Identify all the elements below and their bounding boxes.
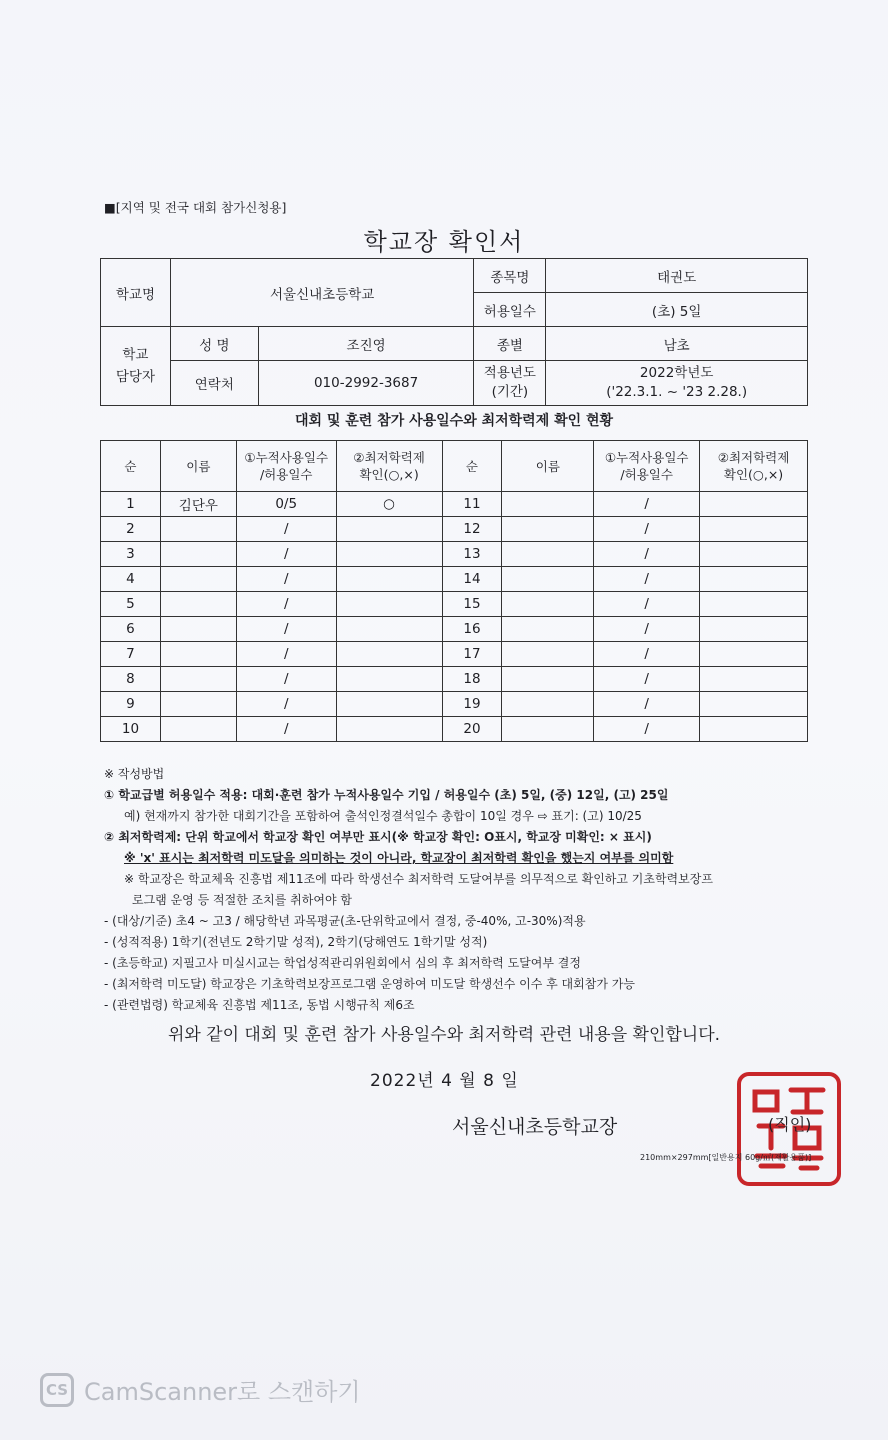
note-2: ② 최저학력제: 단위 학교에서 학교장 확인 여부만 표시(※ 학교장 확인: O표시, 학교장 미확인: × 표시) [104, 830, 652, 844]
year-value: 2022학년도 ('22.3.1. ~ '23 2.28.) [546, 361, 808, 406]
seal-label: (직인) [768, 1115, 812, 1134]
table-cell [160, 617, 236, 642]
table-cell: / [594, 492, 700, 517]
table-cell [502, 692, 594, 717]
table-cell: / [236, 592, 336, 617]
note-2-a: ※ 'x' 표시는 최저학력 미도달을 의미하는 것이 아니라, 학교장이 최저학력 확인을 했는지 여부를 의미함 [124, 851, 674, 865]
table-cell [502, 642, 594, 667]
table-cell: 2 [101, 517, 161, 542]
table-cell [336, 517, 442, 542]
note-1-example: 예) 현재까지 참가한 대회기간을 포함하여 출석인정결석일수 총합이 10일 경우 ⇨ 표기: (고) 10/25 [124, 809, 642, 823]
detail-5: - (관련법령) 학교체육 진흥법 제11조, 동법 시행규칙 제6조 [104, 998, 415, 1012]
table-cell: 8 [101, 667, 161, 692]
table-row [101, 542, 808, 567]
table-cell [336, 692, 442, 717]
table-cell [700, 492, 808, 517]
table-cell: 7 [101, 642, 161, 667]
table-cell [160, 692, 236, 717]
table-cell: 14 [442, 567, 502, 592]
table-cell: 6 [101, 617, 161, 642]
status-header-row [101, 441, 808, 492]
table-cell: / [594, 567, 700, 592]
table-cell [502, 492, 594, 517]
table-cell: 11 [442, 492, 502, 517]
camscanner-logo-icon: CS [40, 1373, 74, 1407]
writing-instructions [104, 764, 804, 1016]
table-cell [160, 517, 236, 542]
table-cell [700, 642, 808, 667]
table-cell: / [236, 567, 336, 592]
detail-1: - (대상/기준) 초4 ~ 고3 / 해당학년 과목평균(초-단위학교에서 결정, 중-40%, 고-30%)적용 [104, 914, 586, 928]
phone-value: 010-2992-3687 [258, 361, 474, 406]
table-row [101, 592, 808, 617]
table-cell: / [236, 542, 336, 567]
table-cell [336, 567, 442, 592]
table-cell: / [594, 542, 700, 567]
table-cell: 0/5 [236, 492, 336, 517]
form-usage-tag: ■[지역 및 전국 대회 참가신청용] [104, 200, 287, 215]
table-row [101, 617, 808, 642]
table-row [101, 717, 808, 742]
column-header: ①누적사용일수 /허용일수 [236, 441, 336, 492]
table-cell: 16 [442, 617, 502, 642]
table-cell: / [236, 617, 336, 642]
name-label: 성 명 [170, 327, 258, 361]
table-cell [336, 717, 442, 742]
school-label: 학교명 [101, 259, 171, 327]
table-cell: ○ [336, 492, 442, 517]
table-cell [160, 667, 236, 692]
table-cell: 1 [101, 492, 161, 517]
column-header: 순 [101, 441, 161, 492]
event-label: 종목명 [474, 259, 546, 293]
table-cell [336, 617, 442, 642]
school-value: 서울신내초등학교 [170, 259, 474, 327]
table-cell: 5 [101, 592, 161, 617]
table-cell: 19 [442, 692, 502, 717]
table-cell: / [236, 692, 336, 717]
table-cell: / [594, 617, 700, 642]
table-cell [160, 567, 236, 592]
category-value: 남초 [546, 327, 808, 361]
table-cell: / [236, 642, 336, 667]
table-cell: / [236, 667, 336, 692]
column-header: 이름 [160, 441, 236, 492]
paper-spec: 210mm×297mm[일반용지 60g/㎡(재활용품)] [640, 1153, 812, 1162]
table-cell [502, 667, 594, 692]
document-title: 학교장 확인서 [363, 228, 525, 256]
column-header: ②최저학력제 확인(○,×) [700, 441, 808, 492]
phone-label: 연락처 [170, 361, 258, 406]
table-cell [336, 542, 442, 567]
table-cell: 3 [101, 542, 161, 567]
table-cell: / [236, 517, 336, 542]
watermark-text: CamScanner로 스캔하기 [84, 1378, 361, 1406]
table-cell: 18 [442, 667, 502, 692]
table-row [101, 667, 808, 692]
camscanner-watermark [40, 1372, 361, 1407]
table-cell [160, 592, 236, 617]
table-cell: 20 [442, 717, 502, 742]
table-cell: / [236, 717, 336, 742]
detail-3: - (초등학교) 지필고사 미실시교는 학업성적관리위원회에서 심의 후 최저학력 도달여부 결정 [104, 956, 581, 970]
column-header: 순 [442, 441, 502, 492]
event-value: 태권도 [546, 259, 808, 293]
table-cell: 13 [442, 542, 502, 567]
table-cell [700, 717, 808, 742]
table-cell [502, 592, 594, 617]
table-cell: / [594, 517, 700, 542]
notes-title: ※ 작성방법 [104, 767, 165, 781]
issue-date: 2022년 4 월 8 일 [370, 1071, 519, 1091]
column-header: 이름 [502, 441, 594, 492]
table-cell [700, 692, 808, 717]
table-cell [502, 567, 594, 592]
table-cell [502, 717, 594, 742]
table-cell [160, 642, 236, 667]
table-cell [700, 592, 808, 617]
status-table [100, 440, 808, 742]
table-cell: 17 [442, 642, 502, 667]
table-cell: 12 [442, 517, 502, 542]
table-cell: 15 [442, 592, 502, 617]
detail-2: - (성적적용) 1학기(전년도 2학기말 성적), 2학기(당해연도 1학기말 성적) [104, 935, 488, 949]
table-cell [502, 517, 594, 542]
year-label: 적용년도 (기간) [474, 361, 546, 406]
table-cell [502, 617, 594, 642]
name-value: 조진영 [258, 327, 474, 361]
table-cell: / [594, 642, 700, 667]
table-cell [160, 717, 236, 742]
table-cell: 4 [101, 567, 161, 592]
allowed-label: 허용일수 [474, 293, 546, 327]
table-cell [700, 517, 808, 542]
table-row [101, 692, 808, 717]
allowed-value: (초) 5일 [546, 293, 808, 327]
table-row [101, 567, 808, 592]
table-cell: / [594, 717, 700, 742]
category-label: 종별 [474, 327, 546, 361]
table-cell: / [594, 667, 700, 692]
confirmation-statement: 위와 같이 대회 및 훈련 참가 사용일수와 최저학력 관련 내용을 확인합니다. [167, 1025, 721, 1045]
table-cell [700, 567, 808, 592]
table-cell [502, 542, 594, 567]
contact-label: 학교 담당자 [101, 327, 171, 406]
detail-4: - (최저학력 미도달) 학교장은 기초학력보장프로그램 운영하여 미도달 학생선수 이수 후 대회참가 가능 [104, 977, 635, 991]
column-header: ①누적사용일수 /허용일수 [594, 441, 700, 492]
table-cell: / [594, 692, 700, 717]
table-cell [700, 617, 808, 642]
table-cell [336, 592, 442, 617]
note-2-b2: 로그램 운영 등 적절한 조치를 취하여야 함 [132, 893, 352, 907]
note-1: ① 학교급별 허용일수 적용: 대회·훈련 참가 누적사용일수 기입 / 허용일수 (초) 5일, (중) 12일, (고) 25일 [104, 788, 669, 802]
table-row [101, 642, 808, 667]
info-table [100, 258, 808, 406]
table-cell: 10 [101, 717, 161, 742]
table-cell [160, 542, 236, 567]
principal-signature-line: 서울신내초등학교장 [452, 1116, 618, 1138]
table-cell: / [594, 592, 700, 617]
table-cell [336, 667, 442, 692]
table-cell [700, 667, 808, 692]
table-cell [700, 542, 808, 567]
table-cell: 김단우 [160, 492, 236, 517]
table-row [101, 517, 808, 542]
table-cell [336, 642, 442, 667]
note-2-b1: ※ 학교장은 학교체육 진흥법 제11조에 따라 학생선수 최저학력 도달여부를 의무적으로 확인하고 기초학력보장프 [124, 872, 713, 886]
status-heading: 대회 및 훈련 참가 사용일수와 최저학력제 확인 현황 [294, 413, 614, 429]
column-header: ②최저학력제 확인(○,×) [336, 441, 442, 492]
table-cell: 9 [101, 692, 161, 717]
table-row [101, 492, 808, 517]
